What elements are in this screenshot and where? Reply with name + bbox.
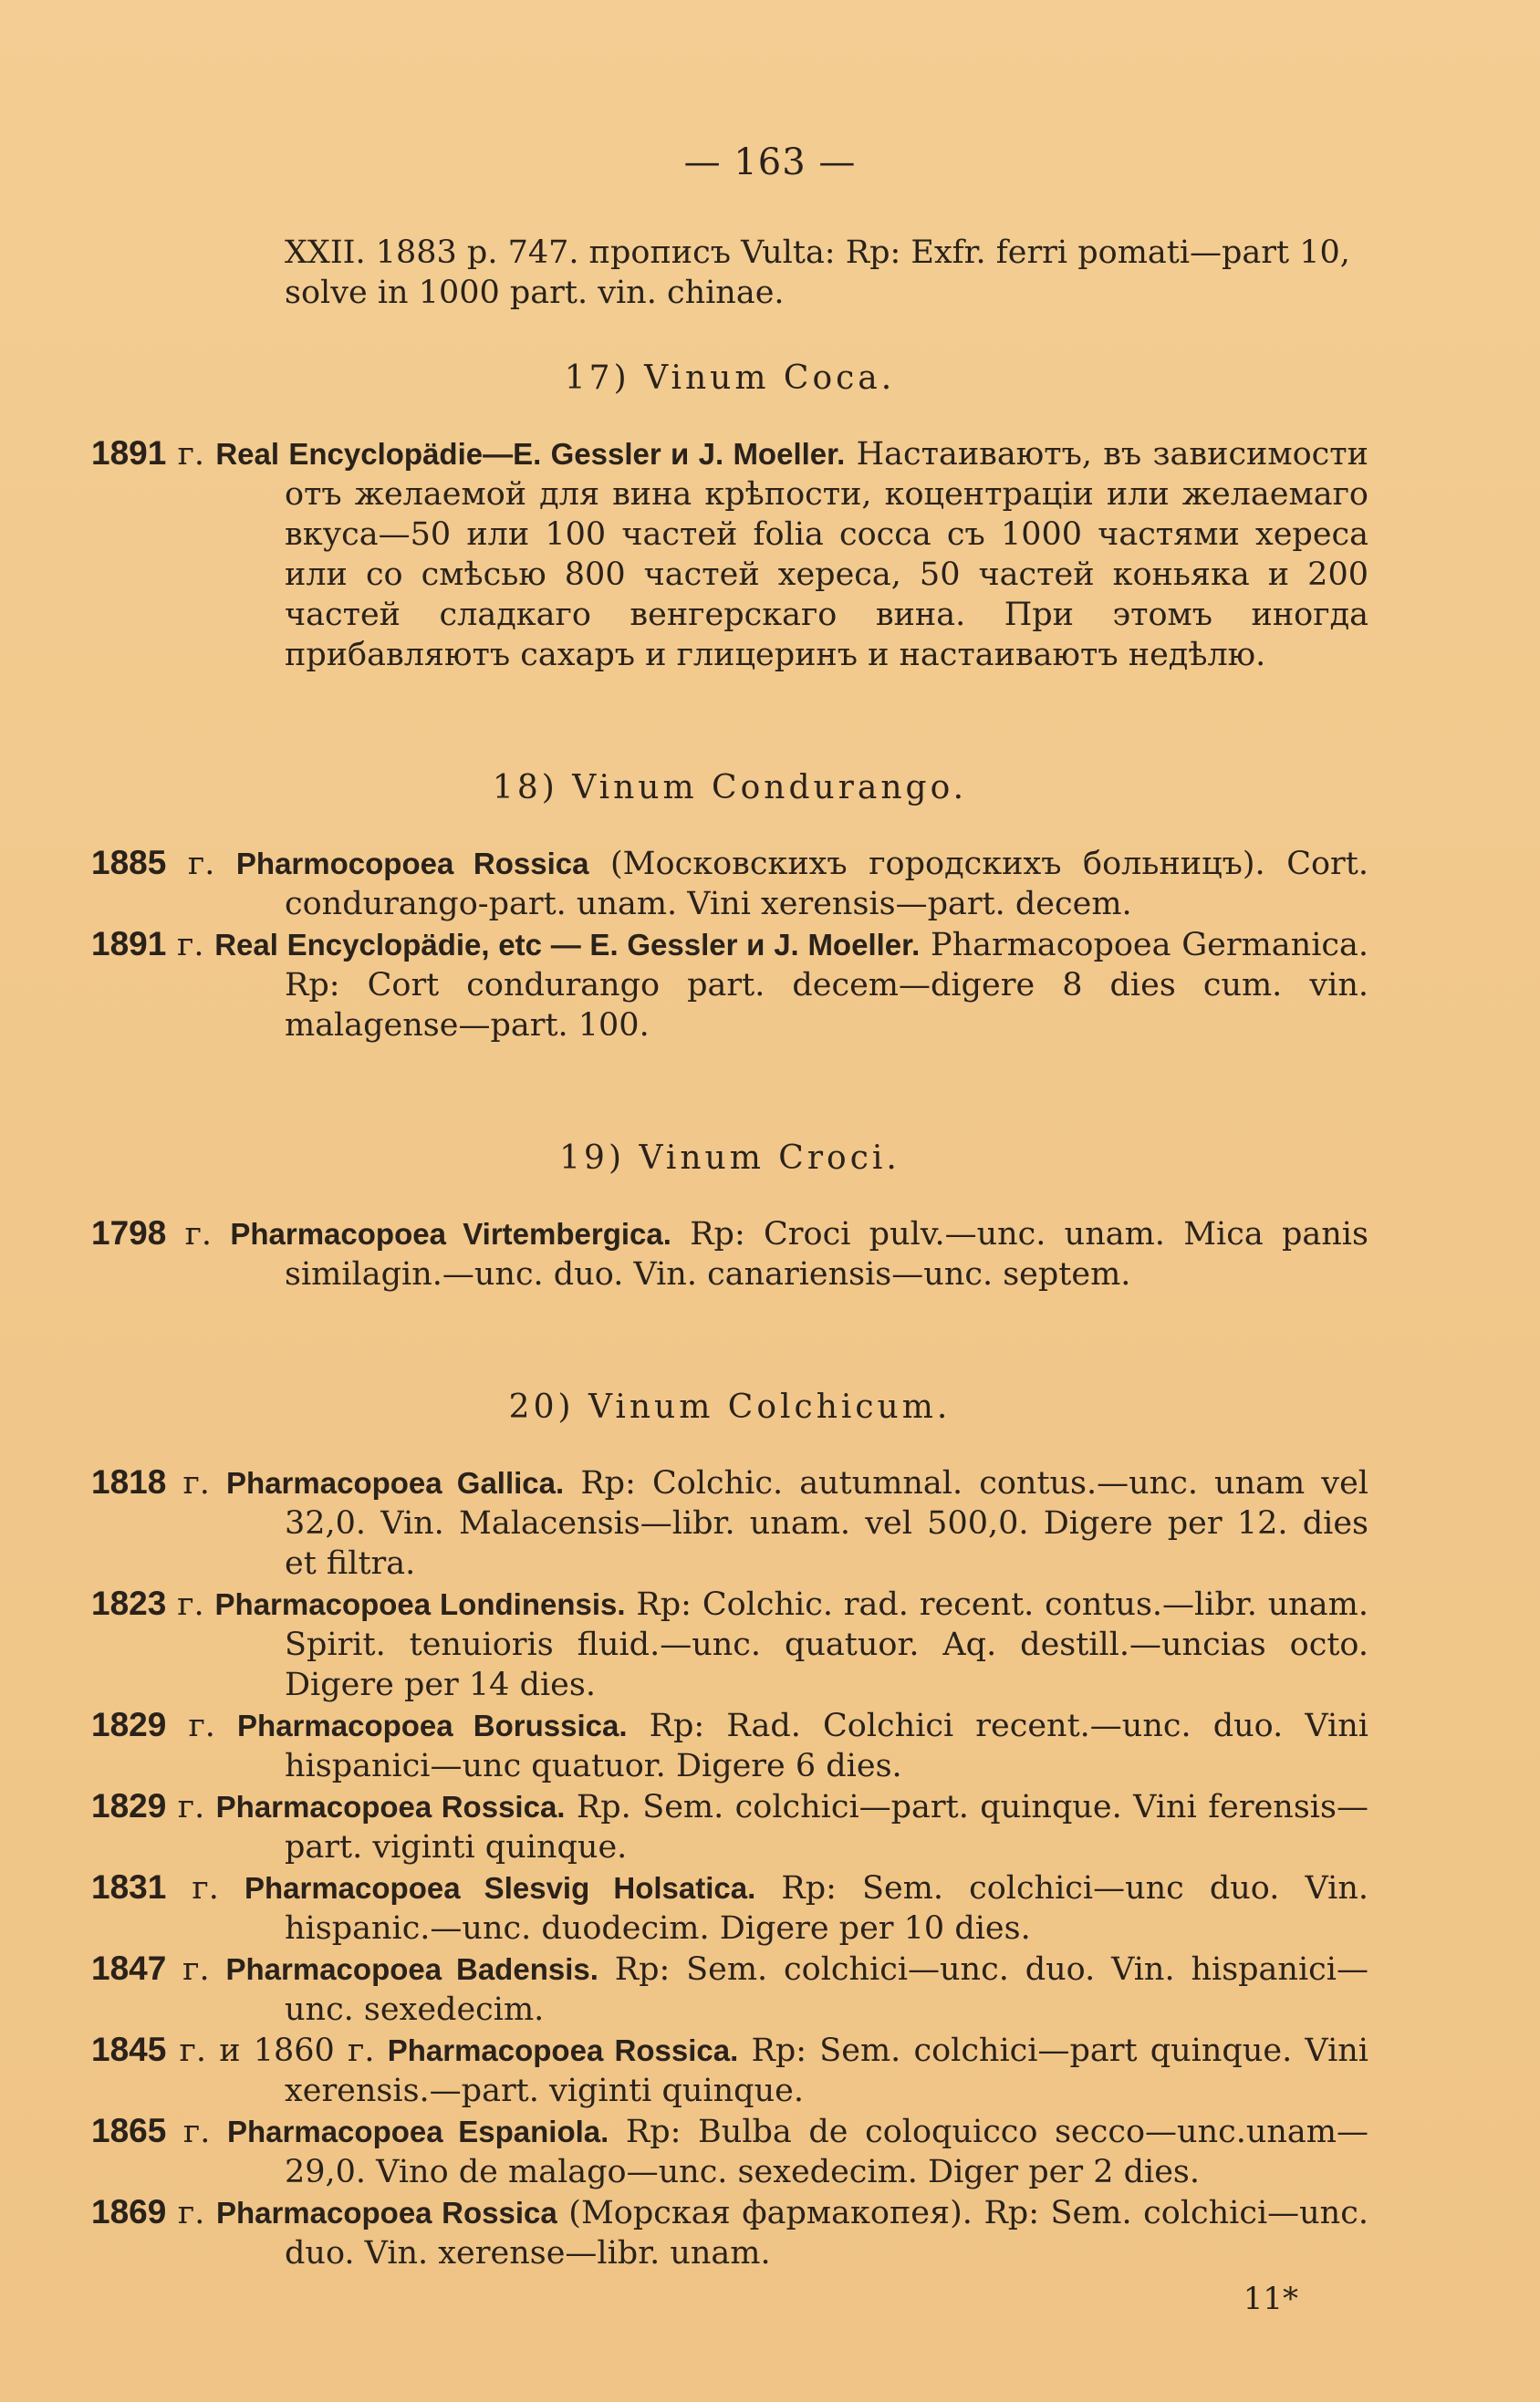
entry-year: 1865 xyxy=(91,2112,167,2149)
entry-text: (Морская фармакопея). Rp: Sem. colchici—unc. duo. Vin. xerense—libr. unam. xyxy=(285,2195,1368,2272)
entry xyxy=(91,1213,1368,1295)
section-title: 17) Vinum Coca. xyxy=(564,359,896,397)
entry-year-suffix: г. xyxy=(177,436,205,473)
entry-text: Rp: Bulba de coloquicco secco—unc.unam—29,0. Vino de malago—unc. sexedecim. Diger per 2 dies. xyxy=(285,2114,1368,2190)
entry-source: Pharmacopoea Espaniola. xyxy=(227,2115,609,2148)
entry-year-suffix: г. xyxy=(182,2114,211,2150)
section-gap xyxy=(91,1045,1368,1104)
entry-year: 1869 xyxy=(91,2193,167,2230)
entry-source: Pharmocopoea Rossica xyxy=(235,847,589,880)
entry-text: Rp: Sem. colchici—unc duo. Vin. hispanic.—unc. duodecim. Digere per 10 dies. xyxy=(285,1870,1368,1947)
entry-text: Rp: Colchic. autumnal. contus.—unc. unam vel 32,0. Vin. Malacensis—libr. unam. vel 500,0. Digere per 12. dies et filtra. xyxy=(285,1465,1368,1582)
entry-year: 1829 xyxy=(91,1706,167,1743)
entry-year-suffix: г. xyxy=(182,1465,210,1502)
entry-year-suffix: г. и 1860 г. xyxy=(179,2033,375,2069)
entry-source: Pharmacopoea Slesvig Holsatica. xyxy=(244,1871,756,1905)
entry-text: Настаиваютъ, въ зависимости отъ желаемой для вина крѣпости, коцентраціи или желаемаго вкуса—50 или 100 частей folia cocca съ 1000 частями хереса или со смѣсью 800 частей хереса, 50 частей коньяка и 200 частей сладкаго венгерскаго вина. При этомъ иногда прибавляютъ сахаръ и глицеринъ и настаиваютъ недѣлю. xyxy=(285,436,1368,673)
entry-text: Rp: Rad. Colchici recent.—unc. duo. Vini hispanici—unc quatuor. Digere 6 dies. xyxy=(285,1708,1368,1784)
entry-year-suffix: г. xyxy=(188,1708,215,1744)
entry xyxy=(91,924,1368,1045)
entry-year: 1823 xyxy=(91,1585,167,1622)
entry-text: Pharmacopoea Germanica. Rp: Cort condurango part. decem—digere 8 dies cum. vin. malagense—part. 100. xyxy=(285,927,1368,1044)
entry xyxy=(91,1949,1368,2030)
entry-year: 1847 xyxy=(91,1950,167,1987)
entry-year: 1891 xyxy=(91,925,167,962)
entry xyxy=(91,843,1368,924)
continuation-paragraph: XXII. 1883 р. 747. прописъ Vulta: Rp: Exfr. ferri pomati—part 10, solve in 1000 part. vin. chinae. xyxy=(285,234,1350,311)
section-title: 20) Vinum Colchicum. xyxy=(508,1388,952,1426)
entry-year: 1845 xyxy=(91,2031,167,2068)
entry-source: Pharmacopoea Borussica. xyxy=(237,1709,628,1742)
entry-year-suffix: г. xyxy=(192,1870,219,1907)
entry-year: 1829 xyxy=(91,1787,167,1825)
entry xyxy=(91,1584,1368,1705)
entry-year: 1818 xyxy=(91,1463,167,1501)
entry xyxy=(91,2111,1368,2192)
signature-mark: 11* xyxy=(1243,2281,1298,2317)
entry-source: Pharmacopoea Virtembergica. xyxy=(230,1217,671,1251)
entry-source: Pharmacopoea Rossica. xyxy=(387,2033,739,2067)
entry-year-suffix: г. xyxy=(177,2195,205,2231)
page-number: — 163 — xyxy=(683,141,857,183)
entry-source: Pharmacopoea Rossica. xyxy=(215,1790,566,1824)
entry-source: Real Encyclopädie, etc — E. Gessler и J. Moeller. xyxy=(214,928,921,962)
entry-text: Rp. Sem. colchici—part. quinque. Vini ferensis—part. viginti quinque. xyxy=(285,1789,1368,1866)
entry-year: 1831 xyxy=(91,1868,167,1906)
entry-source: Real Encyclopädie—E. Gessler и J. Moeller. xyxy=(215,437,846,471)
entry-source: Pharmacopoea Londinensis. xyxy=(214,1587,626,1621)
section-gap xyxy=(91,1295,1368,1353)
entry-year-suffix: г. xyxy=(177,1586,204,1623)
entry-text: Rp: Sem. colchici—unc. duo. Vin. hispanici—unc. sexedecim. xyxy=(285,1951,1368,2028)
entry xyxy=(91,2192,1368,2273)
entry-source: Pharmacopoea Gallica. xyxy=(226,1466,565,1500)
section-gap xyxy=(91,675,1368,733)
entry-year: 1885 xyxy=(91,844,167,881)
entry xyxy=(91,1462,1368,1584)
entry-text: (Московскихъ городскихъ больницъ). Cort. condurango-part. unam. Vini xerensis—part. decem. xyxy=(285,846,1368,922)
section-title: 19) Vinum Croci. xyxy=(559,1139,900,1177)
entry-year-suffix: г. xyxy=(182,1951,210,1988)
section-title: 18) Vinum Condurango. xyxy=(492,769,968,806)
entry xyxy=(91,433,1368,675)
entry xyxy=(91,1705,1368,1786)
entry-year: 1891 xyxy=(91,434,167,472)
entry-year-suffix: г. xyxy=(177,1789,205,1825)
entry-year-suffix: г. xyxy=(184,1216,213,1253)
sections xyxy=(91,359,1368,2273)
entry xyxy=(91,1786,1368,1867)
entry-year: 1798 xyxy=(91,1214,167,1252)
entry-text: Rp: Sem. colchici—part quinque. Vini xerensis.—part. viginti quinque. xyxy=(285,2033,1368,2109)
content xyxy=(91,233,1368,2273)
entry-source: Pharmacopoea Rossica xyxy=(215,2196,557,2230)
entry-text: Rp: Croci pulv.—unc. unam. Mica panis similagin.—unc. duo. Vin. canariensis—unc. septem. xyxy=(285,1216,1368,1293)
entry-year-suffix: г. xyxy=(187,846,215,882)
entry xyxy=(91,2030,1368,2111)
entry-source: Pharmacopoea Badensis. xyxy=(225,1952,598,1986)
entry-year-suffix: г. xyxy=(177,927,204,963)
entry-text: Rp: Colchic. rad. recent. contus.—libr. unam. Spirit. tenuioris fluid.—unc. quatuor. Aq. destill.—uncias octo. Digere per 14 dies. xyxy=(285,1586,1368,1703)
entry xyxy=(91,1867,1368,1949)
